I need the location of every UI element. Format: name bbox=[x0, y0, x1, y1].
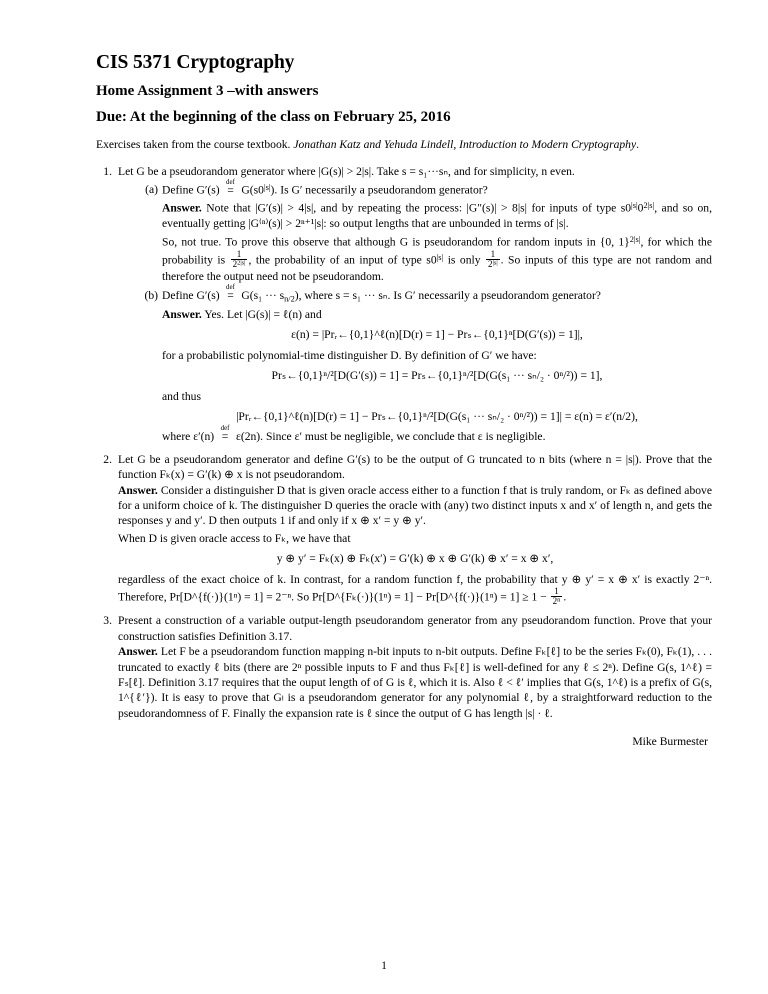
answer-text-2d: is only bbox=[447, 253, 481, 267]
answer-paragraph: Answer. Note that |G′(s)| > 4|s|, and by repeating the process: |G″(s)| > 8|s| for inputs of type $s0^{|s|}0^{2|s|}$, and so on, eventually getting |G⁽ⁿ⁾(s)| > 2ⁿ⁺¹|s|: so output lengths that are unbounded in terms of |s|. bbox=[162, 201, 712, 231]
subproblem-item bbox=[140, 177, 712, 284]
equation-3: |Prᵣ←{0,1}^ℓ(n)[D(r) = 1] − Prₛ←{0,1}ⁿ/²[D(G(s₁ ··· sₙ/₂ · 0ⁿ/²)) = 1]| = ε(n) = ε′(n/2), bbox=[236, 409, 638, 423]
def-equals-symbol: def = bbox=[226, 177, 235, 197]
answer-text-3b: . bbox=[563, 590, 567, 604]
page-number: 1 bbox=[381, 960, 387, 972]
answer-paragraph bbox=[162, 307, 712, 322]
problem-statement: Let G be a pseudorandom generator and define G′(s) to be the output of G truncated to n bits (where n = |s|). Prove that the function Fₖ(x) = G′(k) ⊕ x is not pseudorandom. bbox=[118, 452, 712, 482]
intro-paragraph bbox=[96, 137, 712, 152]
answer-label: Answer. bbox=[118, 645, 158, 659]
subproblem-stem-b: G(s0 bbox=[241, 183, 264, 197]
answer-text-2b: , for which the probability is bbox=[162, 235, 712, 267]
fraction: $\frac{1}{2^n}$ bbox=[552, 585, 561, 607]
subproblem-list bbox=[118, 177, 712, 444]
answer-text-3a: regardless of the exact choice of k. In contrast, for a random function f, the probability that y ⊕ y′ = x ⊕ x′ is exactly 2⁻ⁿ. Therefore, Pr[D^{f(·)}(1ⁿ) = 1] = 2⁻ⁿ. So Pr[D^{Fₖ(·)}(1ⁿ) = 1] − Pr[D^{f(·)}(1ⁿ) = 1] ≥ 1 − bbox=[118, 572, 712, 604]
answer-text-4a: where ε′(n) bbox=[162, 430, 215, 444]
page-title: CIS 5371 Cryptography bbox=[96, 52, 295, 73]
answer-paragraph-4 bbox=[162, 423, 712, 444]
due-date: Due: At the beginning of the class on February 25, 2016 bbox=[96, 109, 451, 125]
problem-item bbox=[96, 613, 712, 721]
answer-text-2: for a probabilistic polynomial-time distinguisher D. By definition of G′ we have: bbox=[162, 348, 537, 362]
answer-paragraph-3 bbox=[118, 572, 712, 607]
equation-1: ε(n) = |Prᵣ←{0,1}^ℓ(n)[D(r) = 1] − Prₛ←{0,1}ⁿ[D(G′(s)) = 1]|, bbox=[291, 328, 583, 342]
subproblem-item bbox=[140, 283, 712, 444]
answer-text-1: Consider a distinguisher D that is given oracle access either to a function f that is truly random, or Fₖ as defined above for a uniform choice of k. The distinguisher D queries the oracle with (any) two distinct inputs x and x′ of length n, and gets the responses y and y′. D then outputs 1 if and only if x ⊕ x′ = y ⊕ y′. bbox=[118, 483, 712, 528]
answer-text-1b: 0 bbox=[637, 201, 644, 215]
subproblem-stem-c: ). Is G′ necessarily a pseudorandom generator? bbox=[270, 183, 488, 197]
intro-part1: Exercises taken from the course textbook. bbox=[96, 138, 291, 151]
subproblem-statement: Define G′(s) def = $G(s0^{|s|})$. Is G′ necessarily a pseudorandom generator? bbox=[162, 177, 488, 197]
answer-paragraph bbox=[118, 483, 712, 529]
answer-text-1: Let F be a pseudorandom function mapping n-bit inputs to n-bit outputs. Define Fₖ[ℓ] to be the series Fₖ(0), Fₖ(1), . . . truncated to exactly ℓ bits (there are 2ⁿ possible inputs to F and thus Fₖ[ℓ] is well-defined for any ℓ ≤ 2ⁿ). Define G(s, 1^ℓ) = Fₛ[ℓ]. Definition 3.17 requires that the ouput length of of G is ℓ, which it is. Also ℓ < ℓ′ implies that G(s, 1^ℓ) is a prefix of G(s, 1^{ℓ′}). It is easy to prove that Gₗ is a pseudorandom generator for any polynomial ℓ, by a straightforward reduction to the pseudorandomness of F. Finally the expansion rate is ℓ since the output of G has length |s| · ℓ. bbox=[118, 645, 712, 720]
subproblem-number: (b) bbox=[144, 289, 158, 303]
fraction: $\frac{1}{2^{|s|}}$ bbox=[488, 248, 498, 269]
assignment-subtitle: Home Assignment 3 –with answers bbox=[96, 83, 319, 99]
problem-list bbox=[96, 164, 712, 721]
answer-text-2a: So, not true. To prove this observe that although G is pseudorandom for random inputs in {0, 1} bbox=[162, 235, 630, 249]
answer-text-1: Yes. Let |G(s)| = ℓ(n) and bbox=[204, 307, 322, 321]
subproblem-number: (a) bbox=[145, 183, 158, 197]
answer-text-1c: , and so on, eventually getting |G⁽ⁿ⁾(s)| > 2ⁿ⁺¹|s|: so output lengths that are unbounded in terms of |s|. bbox=[162, 201, 712, 231]
subproblem-stem-c: ), where s = s₁ ··· sₙ. Is G′ necessarily a pseudorandom generator? bbox=[294, 289, 601, 303]
problem-number: 1. bbox=[103, 165, 112, 179]
answer-label: Answer. bbox=[162, 201, 202, 215]
subproblem-stem-a: Define G′(s) bbox=[162, 289, 220, 303]
subproblem-stem-a: Define G′(s) bbox=[162, 183, 220, 197]
def-equals-symbol: def = bbox=[220, 423, 230, 444]
equation-2: Prₛ←{0,1}ⁿ/²[D(G′(s)) = 1] = Prₛ←{0,1}ⁿ/²[D(G(s₁ ··· sₙ/₂ · 0ⁿ/²)) = 1], bbox=[271, 369, 603, 383]
answer-text-1: Note that |G′(s)| > 4|s|, and by repeating the process: |G″(s)| > 8|s| for inputs of type s0 bbox=[206, 201, 632, 215]
answer-paragraph-2: So, not true. To prove this observe that although G is pseudorandom for random inputs in {0, 1}$^{2|s|}$, for which the probability is $\frac{1}{2^{2|s|}}$ , the probability of an input of type $s0^{|s|}$ is only $\frac{1}{2^{|s|}}$ . So inputs of this type are not random and therefore the output need not be pseudorandom. bbox=[162, 234, 712, 284]
answer-text-4b: ε(2n). Since ε′ must be negligible, we conclude that ε is negligible. bbox=[235, 430, 546, 444]
answer-text-2c: , the probability of an input of type s0 bbox=[248, 253, 437, 267]
intro-citation: Jonathan Katz and Yehuda Lindell, Introduction to Modern Cryptography bbox=[293, 138, 637, 151]
subproblem-statement: Define G′(s) def = G(s₁ ··· $s_{n/2}$), where s = s₁ ··· sₙ. Is G′ necessarily a pseudorandom generator? bbox=[162, 283, 601, 304]
equation-1: y ⊕ y′ = Fₖ(x) ⊕ Fₖ(x′) = G′(k) ⊕ x ⊕ G′(k) ⊕ x′ = x ⊕ x′, bbox=[276, 552, 554, 566]
problem-item bbox=[96, 164, 712, 445]
subproblem-stem-b: G(s₁ ··· s bbox=[241, 289, 285, 303]
problem-number: 2. bbox=[103, 452, 112, 466]
answer-text-2e: . So inputs of this type are not random and therefore the output need not be pseudorandom. bbox=[162, 253, 712, 284]
answer-label: Answer. bbox=[162, 307, 202, 321]
answer-text-3: and thus bbox=[162, 389, 201, 403]
problem-item bbox=[96, 452, 712, 607]
problem-statement: Let G be a pseudorandom generator where |G(s)| > 2|s|. Take s = s₁···sₙ, and for simplicity, n even. bbox=[118, 165, 575, 179]
problem-number: 3. bbox=[103, 614, 112, 628]
answer-label: Answer. bbox=[118, 483, 158, 497]
answer-text-2: When D is given oracle access to Fₖ, we have that bbox=[118, 531, 351, 545]
fraction: $\frac{1}{2^{2|s|}}$ bbox=[232, 248, 246, 269]
answer-paragraph bbox=[118, 644, 712, 721]
intro-end: . bbox=[636, 138, 640, 151]
author-signature: Mike Burmester bbox=[632, 735, 708, 749]
problem-statement: Present a construction of a variable output-length pseudorandom generator from any pseudorandom function. Prove that your construction satisfies Definition 3.17. bbox=[118, 614, 712, 643]
def-equals-symbol: def = bbox=[226, 283, 235, 303]
